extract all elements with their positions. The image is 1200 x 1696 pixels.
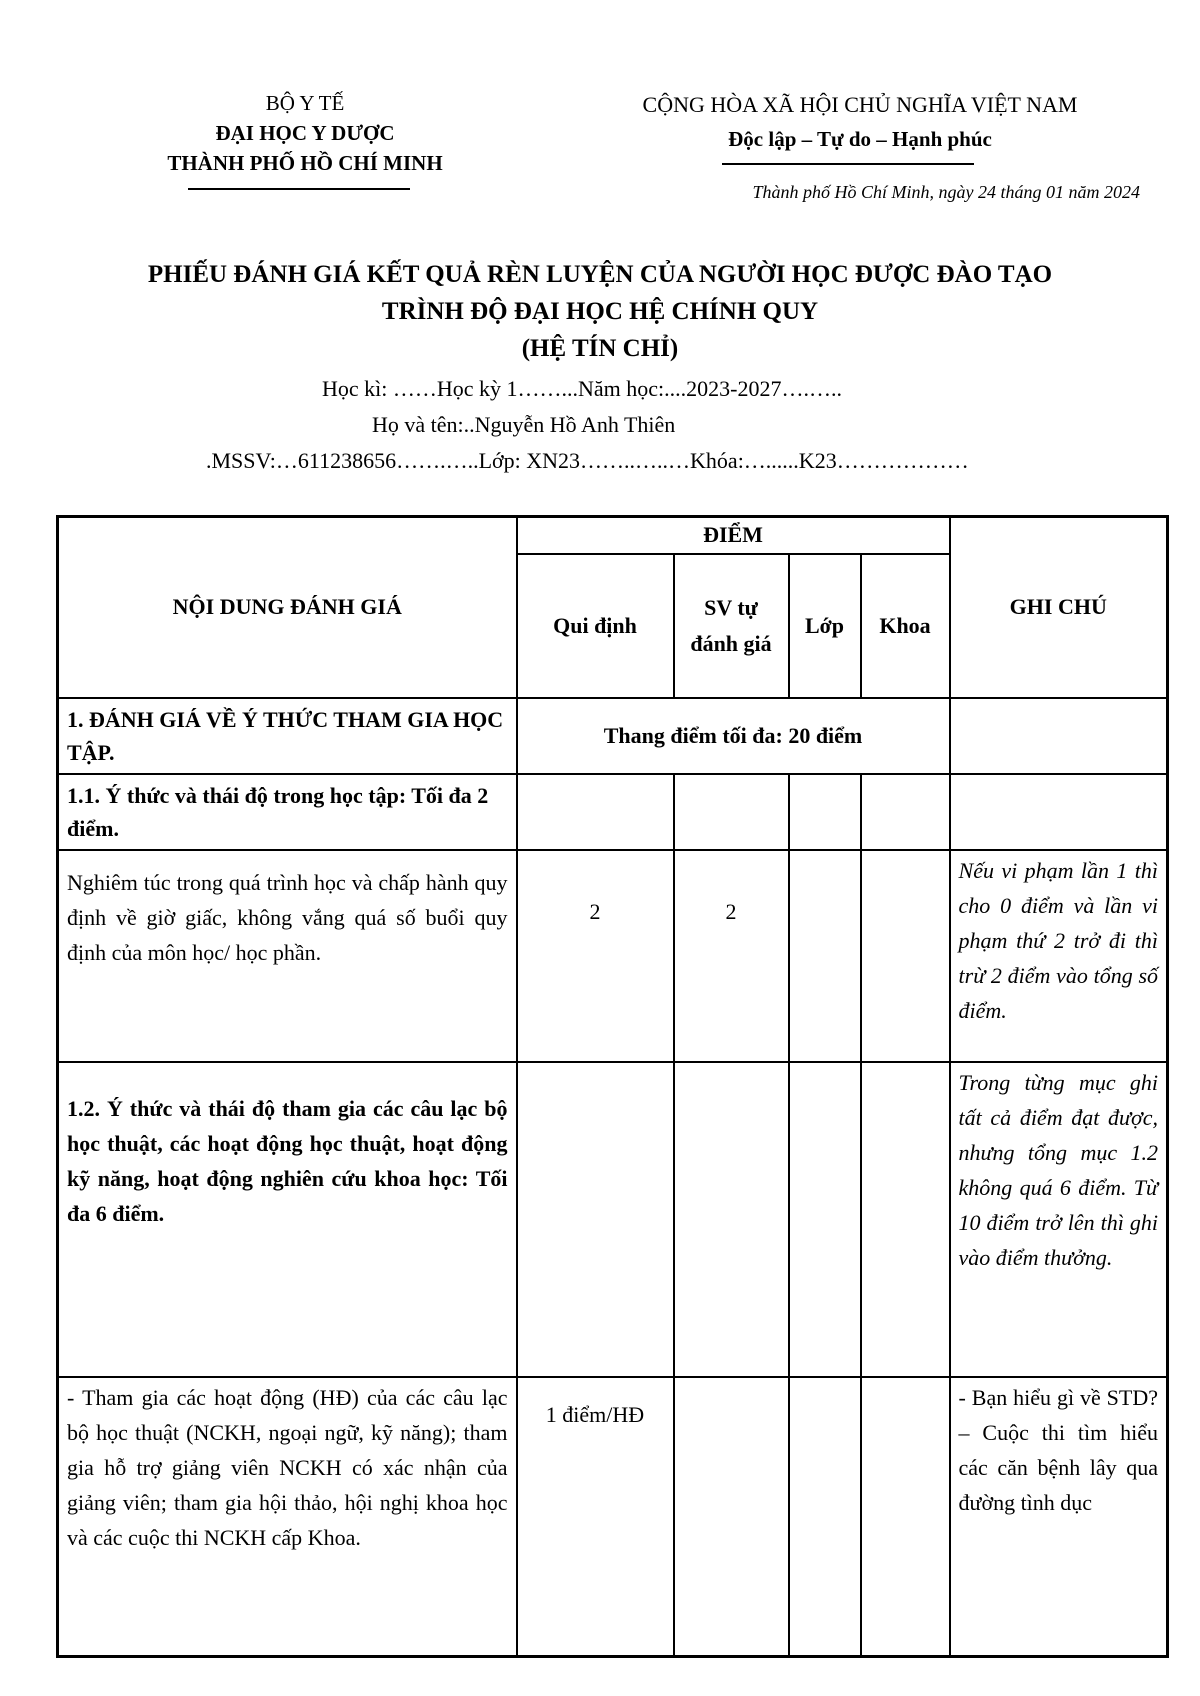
- item1-2a-class: [789, 1377, 861, 1657]
- title-line1: PHIẾU ĐÁNH GIÁ KẾT QUẢ RÈN LUYỆN CỦA NGƯỜI HỌC ĐƯỢC ĐÀO TẠO: [147, 261, 1053, 288]
- item1-1a-self: 2: [674, 850, 789, 1062]
- header-content: NỘI DUNG ĐÁNH GIÁ: [58, 517, 517, 698]
- motto-underline: [722, 163, 974, 165]
- section1-title: 1. ĐÁNH GIÁ VỀ Ý THỨC THAM GIA HỌC TẬP.: [58, 698, 517, 774]
- ministry-name: BỘ Y TẾ: [265, 91, 345, 115]
- section1-note: [950, 698, 1168, 774]
- item1-1a-faculty: [861, 850, 950, 1062]
- item1-1-rule: [517, 774, 674, 850]
- form-title: [40, 256, 1160, 367]
- section1-scale: Thang điểm tối đa: 20 điểm: [517, 698, 950, 774]
- title-line3: (HỆ TÍN CHỈ): [521, 335, 679, 362]
- item1-1a-class: [789, 850, 861, 1062]
- item1-2-faculty: [861, 1062, 950, 1377]
- semester-line: Học kì: ……Học kỳ 1……...Năm học:....2023-2027….…..: [322, 376, 842, 401]
- student-name-line: Họ và tên:..Nguyễn Hồ Anh Thiên: [372, 412, 676, 437]
- header-rule: Qui định: [517, 554, 674, 698]
- item1-2a-self: [674, 1377, 789, 1657]
- item1-2-class: [789, 1062, 861, 1377]
- header-faculty: Khoa: [861, 554, 950, 698]
- item1-1-faculty: [861, 774, 950, 850]
- item1-2-note: Trong từng mục ghi tất cả điểm đạt được, nhưng tổng mục 1.2 không quá 6 điểm. Từ 10 điểm trở lên thì ghi vào điểm thưởng.: [950, 1062, 1168, 1377]
- item1-1a-rule: 2: [517, 850, 674, 1062]
- evaluation-table: [56, 515, 1169, 1658]
- item1-1-class: [789, 774, 861, 850]
- header-score: ĐIỂM: [517, 517, 950, 554]
- item1-2-self: [674, 1062, 789, 1377]
- item1-2-title: 1.2. Ý thức và thái độ tham gia các câu lạc bộ học thuật, các hoạt động học thuật, hoạt động kỹ năng, hoạt động nghiên cứu khoa học: Tối đa 6 điểm.: [58, 1062, 517, 1377]
- motto: Độc lập – Tự do – Hạnh phúc: [728, 127, 992, 151]
- title-line2: TRÌNH ĐỘ ĐẠI HỌC HỆ CHÍNH QUY: [381, 298, 819, 325]
- item1-2a-note: - Bạn hiểu gì về STD? – Cuộc thi tìm hiểu các căn bệnh lây qua đường tình dục: [950, 1377, 1168, 1657]
- nation-name: CỘNG HÒA XÃ HỘI CHỦ NGHĨA VIỆT NAM: [642, 92, 1078, 117]
- item1-1a-text: Nghiêm túc trong quá trình học và chấp hành quy định về giờ giấc, không vắng quá số buổi quy định của môn học/ học phần.: [58, 850, 517, 1062]
- item1-2a-text: - Tham gia các hoạt động (HĐ) của các câu lạc bộ học thuật (NCKH, ngoại ngữ, kỹ năng); tham gia hỗ trợ giảng viên NCKH có xác nhận của giảng viên; tham gia hội thảo, hội nghị khoa học và các cuộc thi NCKH cấp Khoa.: [58, 1377, 517, 1657]
- university-name-line1: ĐẠI HỌC Y DƯỢC: [215, 121, 395, 145]
- item1-2a-faculty: [861, 1377, 950, 1657]
- ministry-underline: [188, 188, 410, 190]
- item1-1-self: [674, 774, 789, 850]
- header-note: GHI CHÚ: [950, 517, 1168, 698]
- date-line: Thành phố Hồ Chí Minh, ngày 24 tháng 01 năm 2024: [752, 182, 1140, 202]
- item1-2a-rule: 1 điểm/HĐ: [517, 1377, 674, 1657]
- item1-2-rule: [517, 1062, 674, 1377]
- student-id-line: .MSSV:…611238656…….…..Lớp: XN23……..…..…Khóa:…......K23………………: [206, 448, 969, 473]
- university-name-line2: THÀNH PHỐ HỒ CHÍ MINH: [167, 151, 443, 175]
- nation-header: [600, 88, 1120, 156]
- item1-1a-note: Nếu vi phạm lần 1 thì cho 0 điểm và lần vi phạm thứ 2 trở đi thì trừ 2 điểm vào tổng số điểm.: [950, 850, 1168, 1062]
- header-self: SV tự đánh giá: [674, 554, 789, 698]
- ministry-header: [145, 88, 465, 178]
- header-class: Lớp: [789, 554, 861, 698]
- item1-1-title: 1.1. Ý thức và thái độ trong học tập: Tối đa 2 điểm.: [58, 774, 517, 850]
- item1-1-note: [950, 774, 1168, 850]
